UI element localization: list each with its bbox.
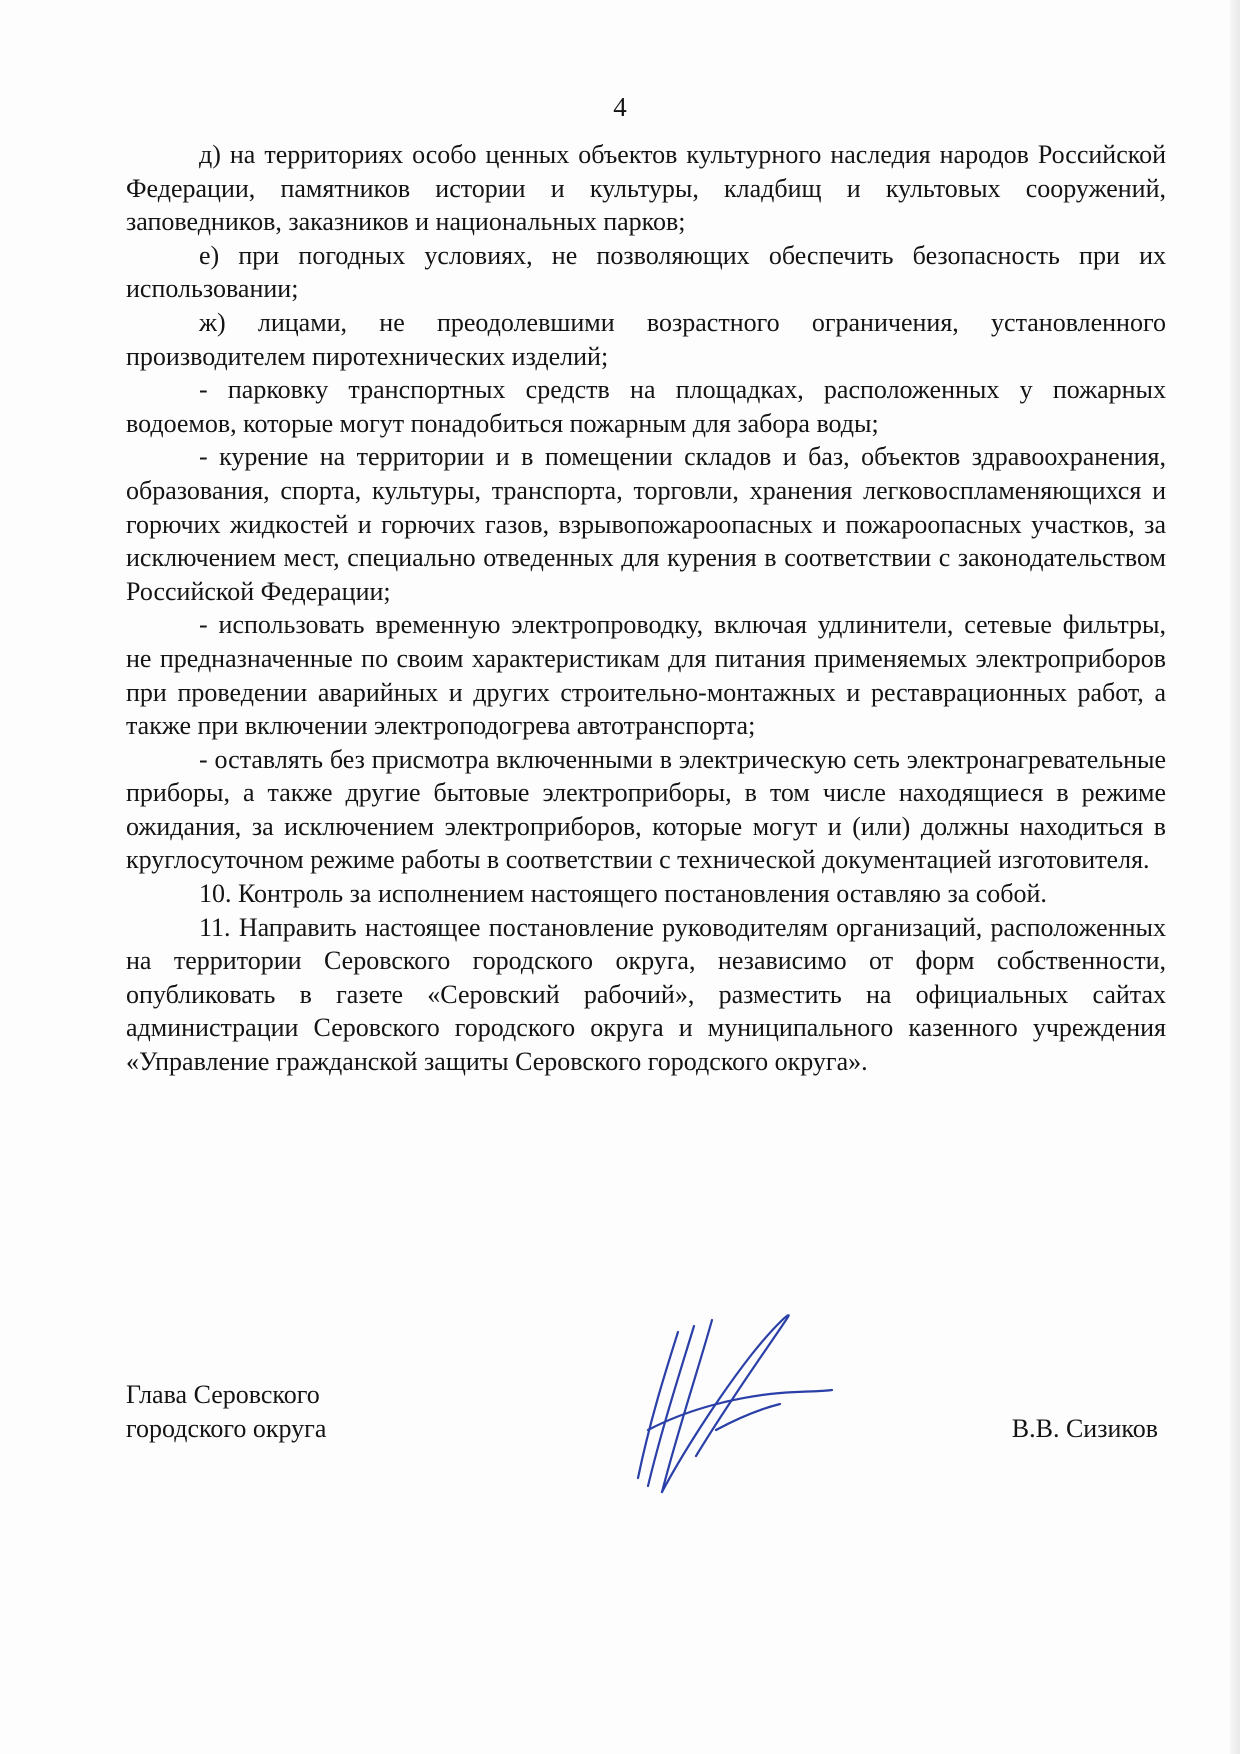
- signatory-name: В.В. Сизиков: [1011, 1414, 1158, 1443]
- signatory-title-line2: городского округа: [126, 1414, 327, 1443]
- paragraph-smoking: - курение на территории и в помещении складов и баз, объектов здравоохранения, образования, спорта, культуры, транспорта, торговли, хранения легковоспламеняющихся и горючих жидкостей и горючих газов, взрывопожароопасных и пожароопасных участков, за исключением мест, специально отведенных для курения в соответствии с законодательством Российской Федерации;: [126, 442, 1166, 606]
- signatory-title-line1: Глава Серовского: [126, 1380, 320, 1409]
- paragraph-parking: - парковку транспортных средств на площадках, расположенных у пожарных водоемов, которые могут понадобиться пожарным для забора воды;: [126, 375, 1166, 438]
- paragraph-e: е) при погодных условиях, не позволяющих обеспечить безопасность при их использовании;: [126, 240, 1166, 304]
- handwritten-signature: [620, 1280, 840, 1500]
- signatory-title: [126, 1378, 326, 1446]
- paragraph-zh: ж) лицами, не преодолевшими возрастного ограничения, установленного производителем пиротехнических изделий;: [126, 307, 1166, 371]
- paragraph-appliances: - оставлять без присмотра включенными в электрическую сеть электронагревательные приборы, а также другие бытовые электроприборы, в том числе находящиеся в режиме ожидания, за исключением электроприборов, которые могут и (или) должны находиться в круглосуточном режиме работы в соответствии с технической документацией изготовителя.: [126, 744, 1166, 875]
- document-body: [126, 138, 1166, 1079]
- paragraph-10-control: 10. Контроль за исполнением настоящего постановления оставляю за собой.: [199, 879, 1047, 909]
- page-number: 4: [613, 92, 627, 122]
- paragraph-wiring: - использовать временную электропроводку, включая удлинители, сетевые фильтры, не предназначенные по своим характеристикам для питания применяемых электроприборов при проведении аварийных и других строительно-монтажных и реставрационных работ, а также при включении электроподогрева автотранспорта;: [126, 610, 1166, 741]
- paragraph-11-publication: 11. Направить настоящее постановление руководителям организаций, расположенных на территории Серовского городского округа, независимо от форм собственности, опубликовать в газете «Серовский рабочий», разместить на официальных сайтах администрации Серовского городского округа и муниципального казенного учреждения «Управление гражданской защиты Серовского городского округа».: [126, 912, 1166, 1077]
- paragraph-d: д) на территориях особо ценных объектов культурного наследия народов Российской Федерации, памятников истории и культуры, кладбищ и культовых сооружений, заповедников, заказников и национальных парков;: [126, 140, 1166, 237]
- scan-edge: [1230, 0, 1240, 1754]
